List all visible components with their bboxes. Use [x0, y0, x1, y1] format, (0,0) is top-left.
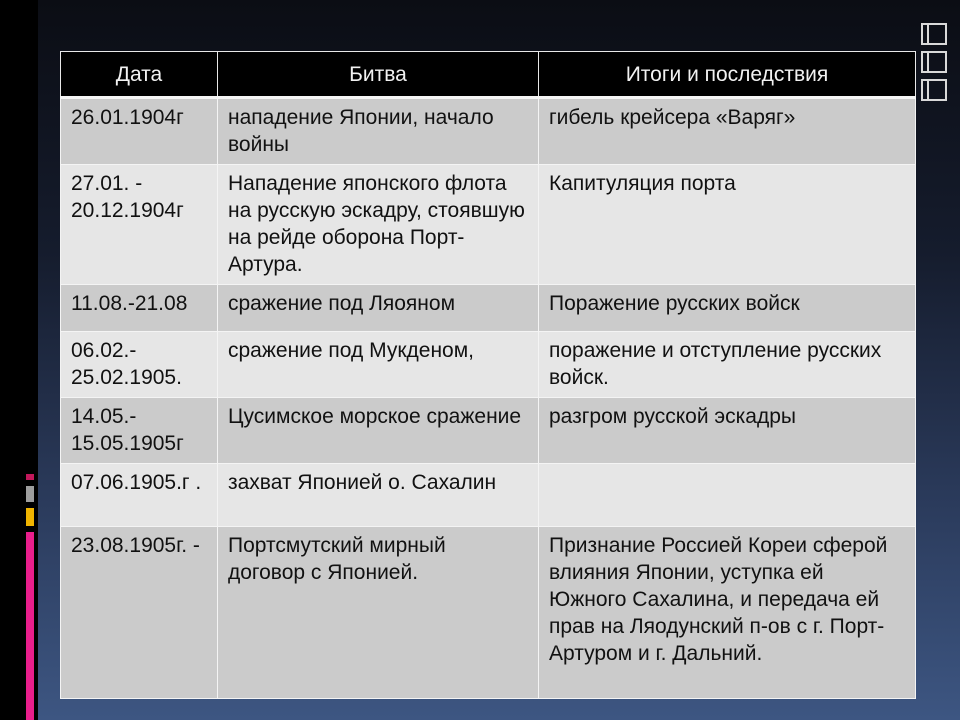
cell-result: [539, 464, 916, 527]
cell-date: 06.02.- 25.02.1905.: [61, 332, 218, 398]
windows-logo-icon: [920, 18, 950, 104]
cell-result: гибель крейсера «Варяг»: [539, 98, 916, 165]
cell-result: Капитуляция порта: [539, 165, 916, 285]
deco-bar: [26, 532, 34, 720]
cell-date: 27.01. - 20.12.1904г: [61, 165, 218, 285]
cell-date: 26.01.1904г: [61, 98, 218, 165]
deco-bar: [26, 508, 34, 526]
cell-battle: Цусимское морское сражение: [218, 398, 539, 464]
table-row: [61, 332, 916, 398]
cell-result: разгром русской эскадры: [539, 398, 916, 464]
table-row: [61, 285, 916, 332]
cell-battle: сражение под Ляояном: [218, 285, 539, 332]
table-row: [61, 98, 916, 165]
table-row: [61, 464, 916, 527]
header-date: Дата: [61, 52, 218, 98]
header-results: Итоги и последствия: [539, 52, 916, 98]
cell-battle: нападение Японии, начало войны: [218, 98, 539, 165]
war-events-table: [60, 51, 916, 699]
table-row: [61, 398, 916, 464]
table-row: [61, 527, 916, 699]
cell-battle: захват Японией о. Сахалин: [218, 464, 539, 527]
header-battle: Битва: [218, 52, 539, 98]
cell-result: Поражение русских войск: [539, 285, 916, 332]
cell-result: поражение и отступление русских войск.: [539, 332, 916, 398]
cell-date: 23.08.1905г. -: [61, 527, 218, 699]
cell-battle: Портсмутский мирный договор с Японией.: [218, 527, 539, 699]
decorative-color-bars: [26, 474, 34, 720]
table-header-row: [61, 52, 916, 98]
cell-result: Признание Россией Кореи сферой влияния Японии, уступка ей Южного Сахалина, и передача ей прав на Ляодунский п-ов с г. Порт-Артуром и г. Дальний.: [539, 527, 916, 699]
cell-battle: Нападение японского флота на русскую эскадру, стоявшую на рейде оборона Порт-Артура.: [218, 165, 539, 285]
cell-battle: сражение под Мукденом,: [218, 332, 539, 398]
cell-date: 11.08.-21.08: [61, 285, 218, 332]
deco-bar: [26, 486, 34, 502]
table-row: [61, 165, 916, 285]
cell-date: 14.05.- 15.05.1905г: [61, 398, 218, 464]
deco-bar: [26, 474, 34, 480]
cell-date: 07.06.1905.г .: [61, 464, 218, 527]
